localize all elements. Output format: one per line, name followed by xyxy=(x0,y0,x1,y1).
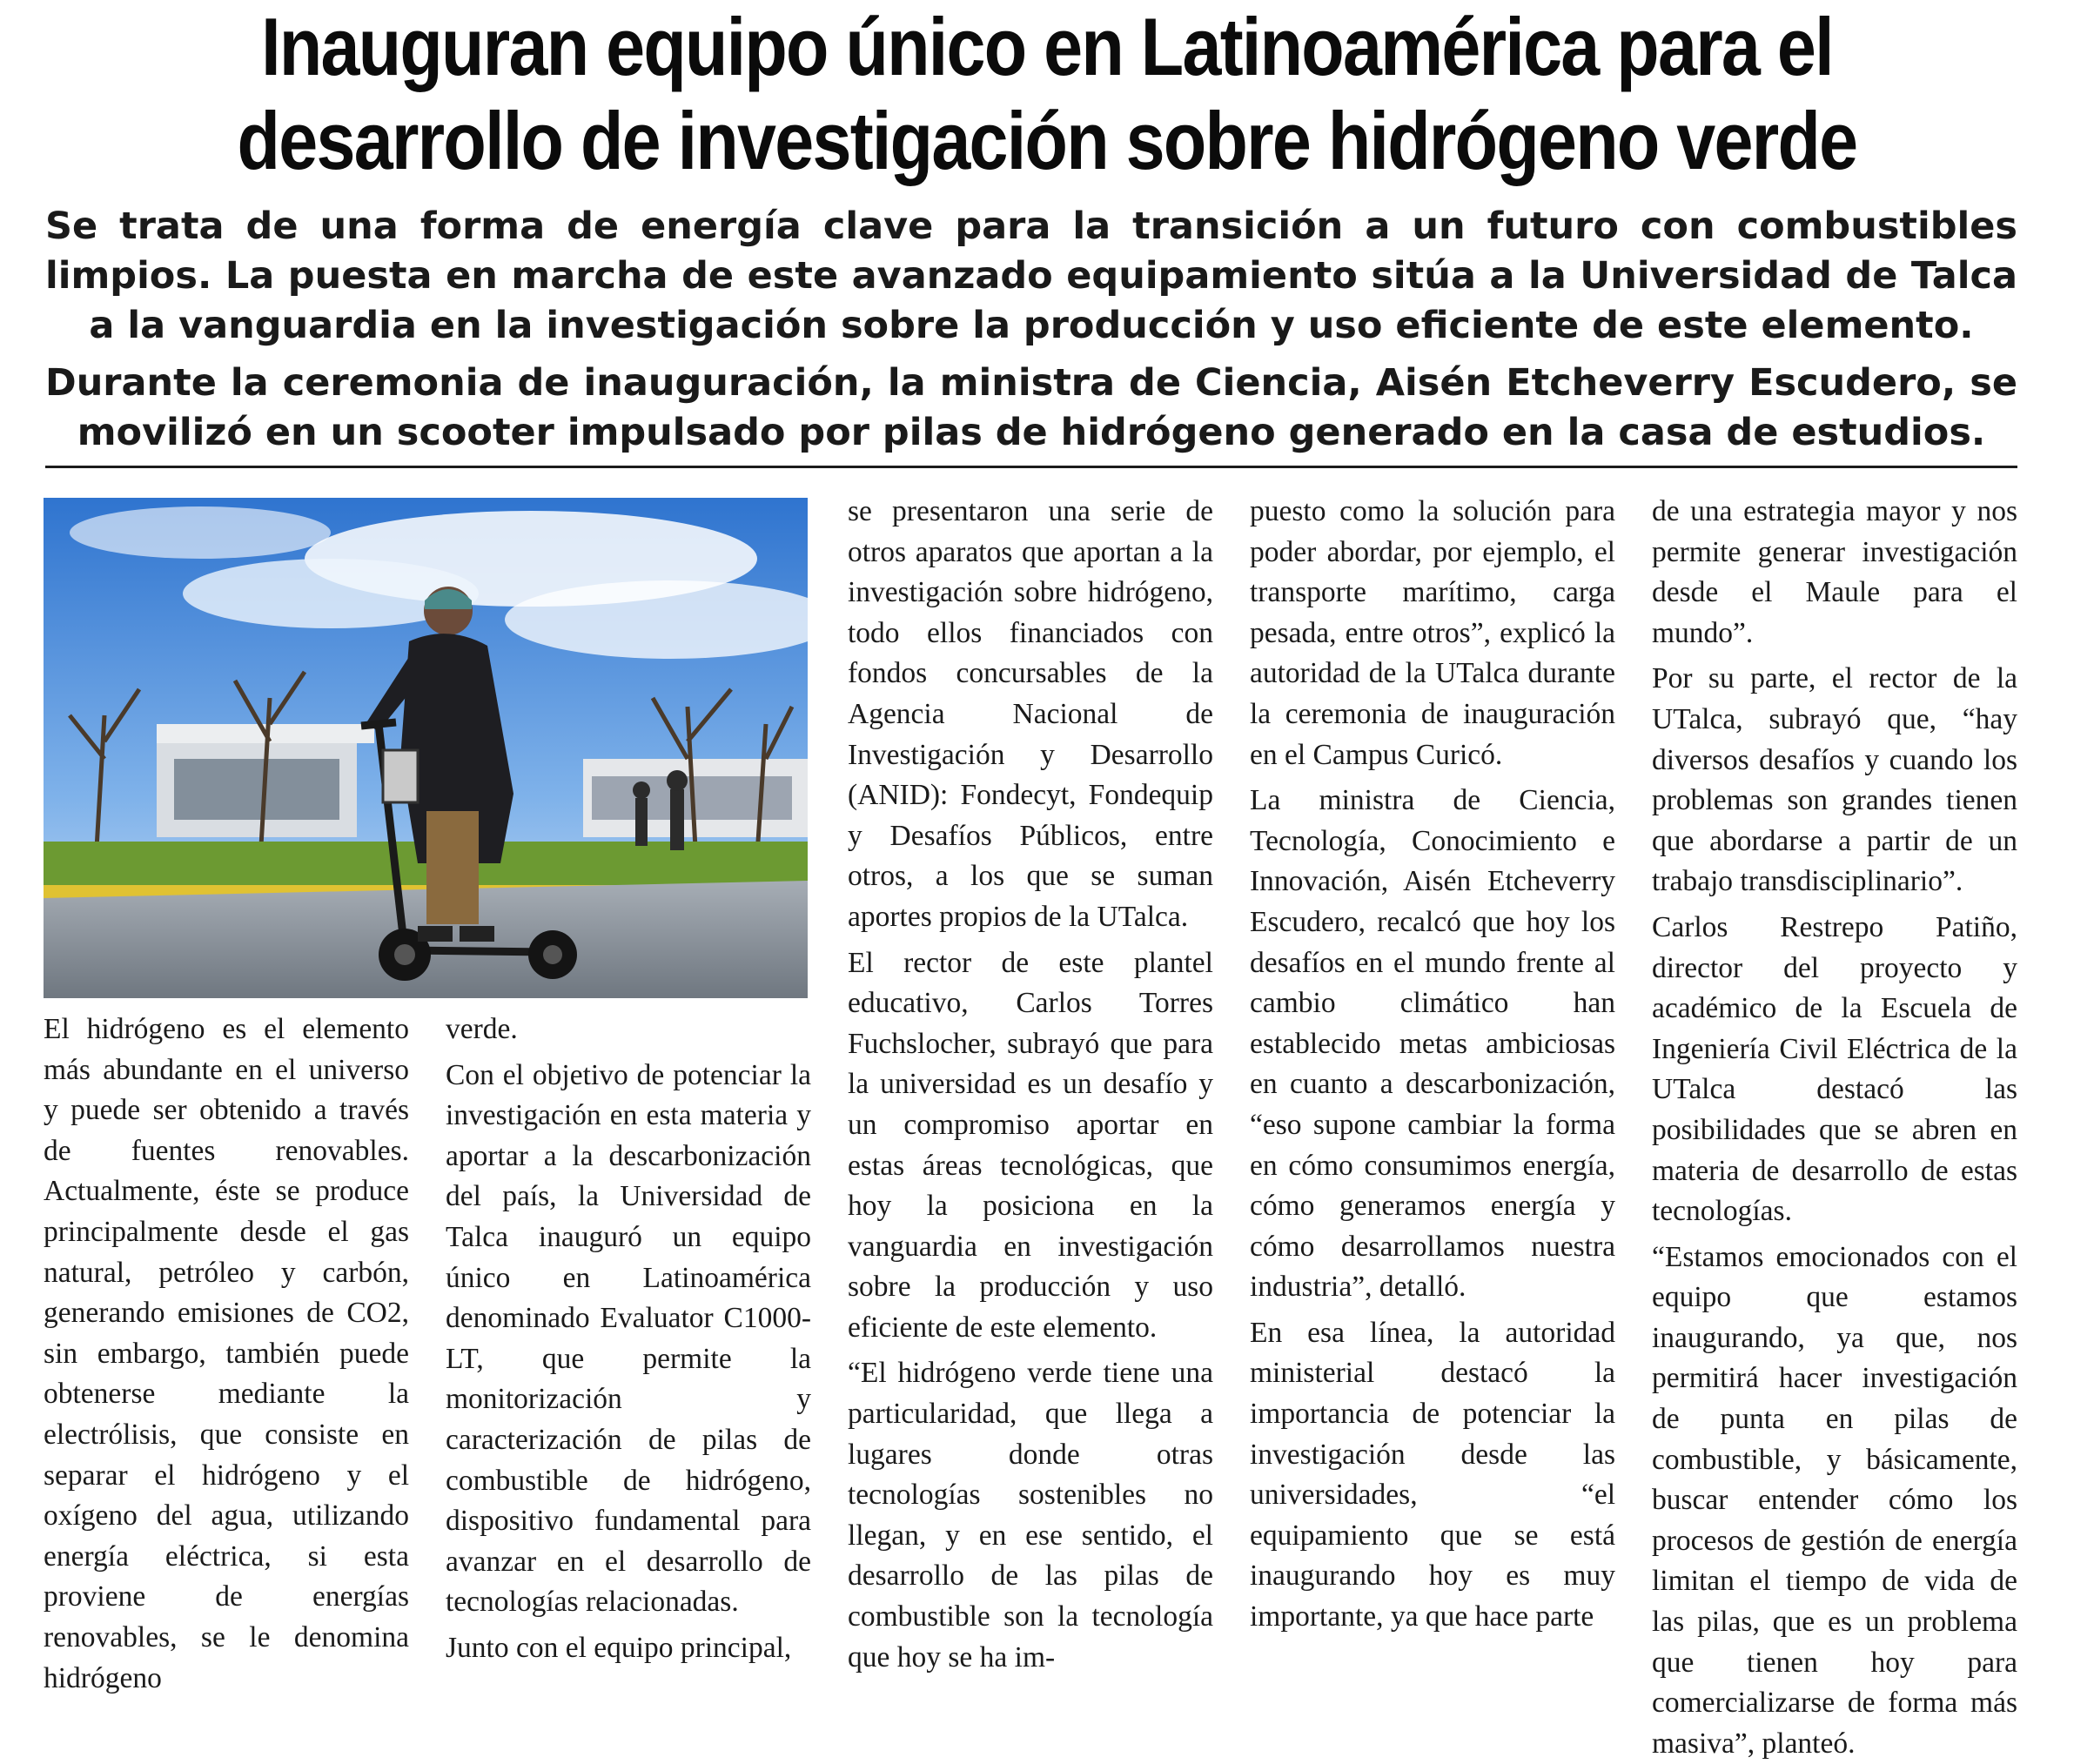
headline: Inauguran equipo único en Latinoamérica para el desarrollo de investigación sobre hidrógeno verde xyxy=(237,1,1857,186)
paragraph: La ministra de Ciencia, Tecnología, Conocimiento e Innovación, Aisén Etcheverry Escudero, recalcó que hoy los desafíos en el mundo frente al cambio climático han establecido metas ambiciosas en cuanto a descarbonización, “eso supone cambiar la forma en cómo consumimos energía, cómo generamos energía y cómo desarrollamos nuestra industria”, detalló. xyxy=(1250,784,1615,1304)
column-5 xyxy=(1652,492,2017,1760)
paragraph: se presentaron una serie de otros aparatos que aportan a la investigación sobre hidrógeno, todo ellos financiados con fondos concursables de la Agencia Nacional de Investigación y Desarrollo (ANID): Fondecyt, Fondequip y Desafíos Públicos, entre otros, a los que se suman aportes propios de la UTalca. xyxy=(848,495,1213,933)
paragraph: puesto como la solución para poder abordar, por ejemplo, el transporte marítimo, carga pesada, entre otros”, explicó la autoridad de la UTalca durante la ceremonia de inauguración en el Campus Curicó. xyxy=(1250,495,1615,771)
subheadline-1: Se trata de una forma de energía clave para la transición a un futuro con combustibles limpios. La puesta en marcha de este avanzado equipamiento sitúa a la Universidad de Talca a la vanguardia en la investigación sobre la producción y uso eficiente de este elemento. xyxy=(45,205,2017,347)
paragraph: En esa línea, la autoridad ministerial destacó la importancia de potenciar la investigación desde las universidades, “el equipamiento que se está inaugurando hoy es muy importante, ya que hace parte xyxy=(1250,1316,1615,1633)
column-1 xyxy=(44,1009,409,1694)
paragraph: Carlos Restrepo Patiño, director del proyecto y académico de la Escuela de Ingeniería Civil Eléctrica de la UTalca destacó las posibilidades que se abren en materia de desarrollo de estas tecnologías. xyxy=(1652,910,2017,1228)
column-3 xyxy=(848,492,1213,1673)
divider-rule xyxy=(45,466,2017,468)
paragraph: Por su parte, el rector de la UTalca, subrayó que, “hay diversos desafíos y cuando los problemas son grandes tienen que abordarse a partir de un trabajo transdisciplinario”. xyxy=(1652,662,2017,898)
paragraph: El hidrógeno es el elemento más abundante en el universo y puede ser obtenido a través de fuentes renovables. Actualmente, éste se produce principalmente desde el gas natural, petróleo y carbón, generando emisiones de CO2, sin embargo, también puede obtenerse mediante la electrólisis, que consiste en separar el hidrógeno y el oxígeno del agua, utilizando energía eléctrica, si esta proviene de energías renovables, se le denomina hidrógeno xyxy=(44,1013,409,1694)
subheadline-2: Durante la ceremonia de inauguración, la ministra de Ciencia, Aisén Etcheverry Escudero, se movilizó en un scooter impulsado por pilas de hidrógeno generado en la casa de estudios. xyxy=(45,361,2017,454)
paragraph: “Estamos emocionados con el equipo que estamos inaugurando, ya que, nos permitirá hacer investigación de punta en pilas de combustible, y básicamente, buscar entender cómo los procesos de gestión de energía limitan el tiempo de vida de las pilas, que es un problema que tienen hoy para comercializarse de forma más masiva”, planteó. xyxy=(1652,1240,2017,1760)
column-2 xyxy=(446,1009,811,1664)
paragraph: “El hidrógeno verde tiene una particularidad, que llega a lugares donde otras tecnologías sostenibles no llegan, y en ese sentido, el desarrollo de las pilas de combustible son la tecnología que hoy se ha im- xyxy=(848,1357,1213,1673)
paragraph: Junto con el equipo principal, xyxy=(446,1631,792,1664)
paragraph: El rector de este plantel educativo, Carlos Torres Fuchslocher, subrayó que para la universidad es un desafío y un compromiso aportar en estas áreas tecnológicas, que hoy la posiciona en la vanguardia en investigación sobre la producción y uso eficiente de este elemento. xyxy=(848,946,1213,1344)
paragraph: Con el objetivo de potenciar la investigación en esta materia y aportar a la descarbonización del país, la Universidad de Talca inauguró un equipo único en Latinoamérica denominado Evaluator C1000-LT, que permite la monitorización y caracterización de pilas de combustible de hidrógeno, dispositivo fundamental para avanzar en el desarrollo de tecnologías relacionadas. xyxy=(446,1058,811,1619)
column-4 xyxy=(1250,492,1615,1642)
paragraph: verde. xyxy=(446,1013,518,1045)
article-photo xyxy=(44,498,808,998)
paragraph: de una estrategia mayor y nos permite generar investigación desde el Maule para el mundo”. xyxy=(1652,495,2017,649)
hydrogen-scooter-photo-icon xyxy=(44,498,808,998)
